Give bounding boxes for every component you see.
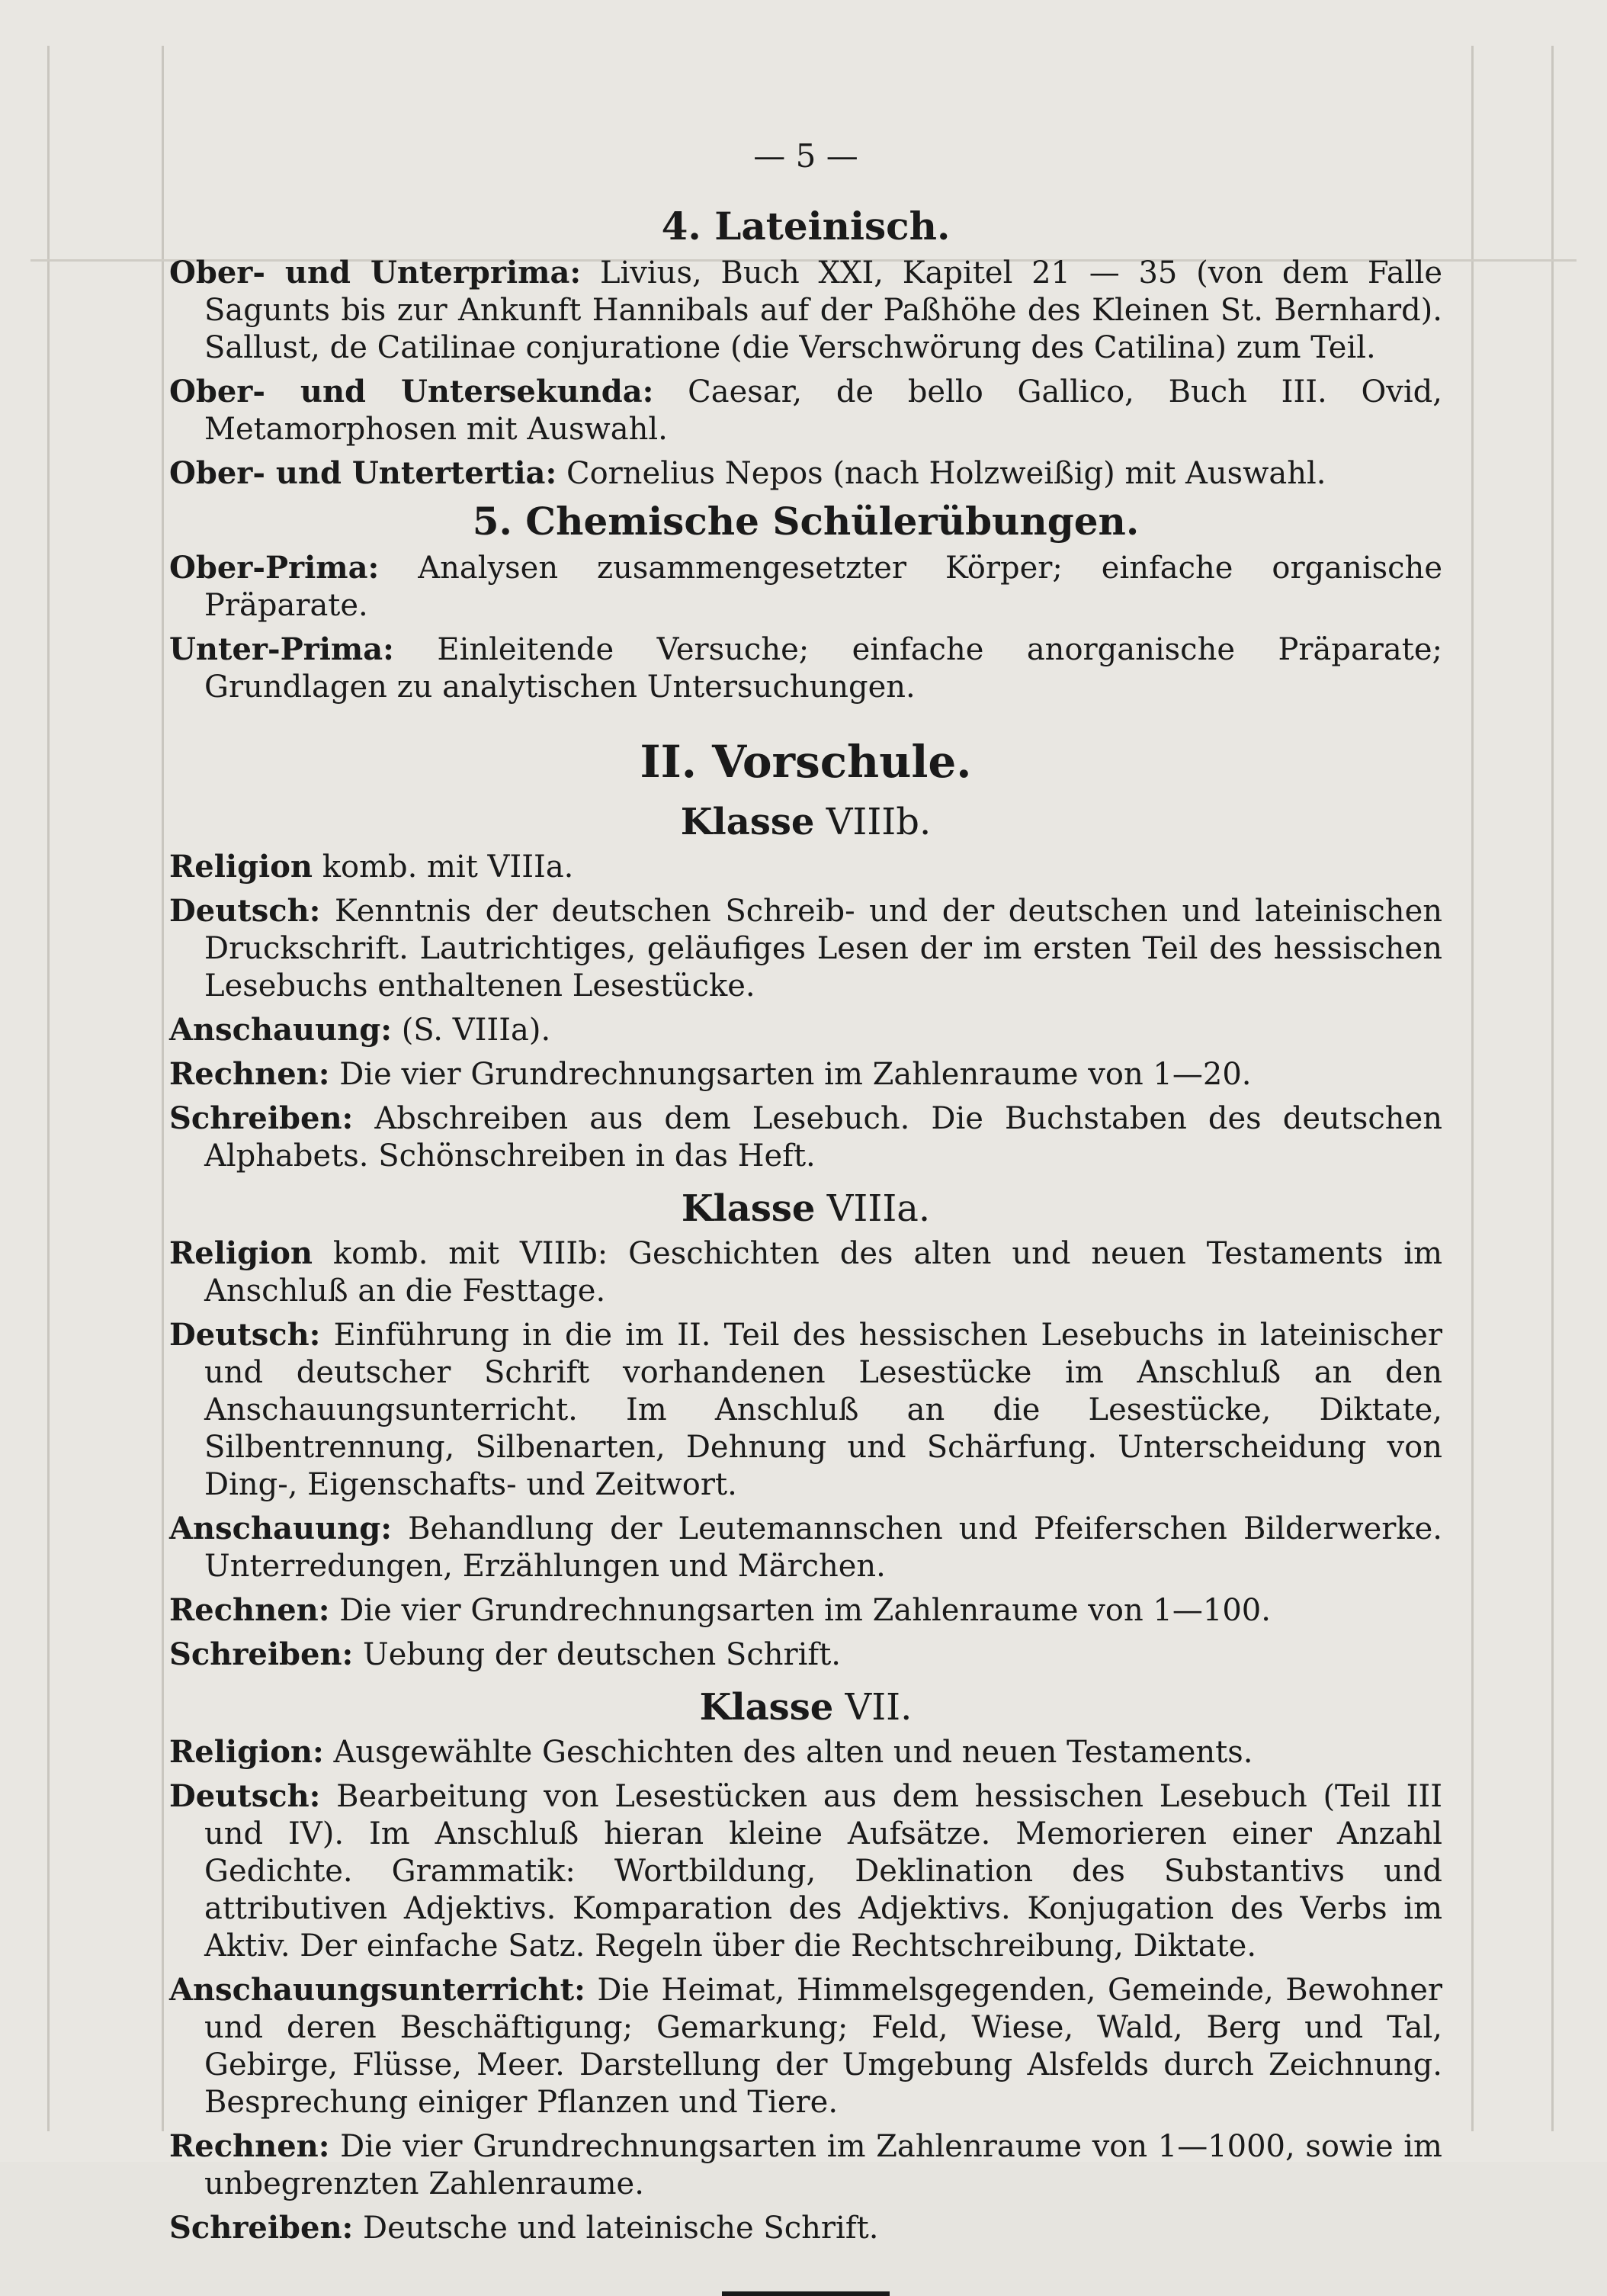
entry-text: Kenntnis der deutschen Schreib- und der deutschen und lateinischen Druckschrift. Lautrichtiges, geläufiges Lesen der im ersten Teil des hessischen Lesebuchs enthaltenen Lesestücke. bbox=[204, 894, 1442, 1003]
klasse-keyword: Klasse bbox=[680, 801, 815, 843]
entry-deutsch bbox=[169, 892, 1442, 1005]
entry-deutsch bbox=[169, 1777, 1442, 1965]
entry-tertia bbox=[169, 454, 1442, 493]
bleed-through-line bbox=[47, 46, 50, 2131]
entry-label: Rechnen: bbox=[169, 2128, 330, 2164]
section-lateinisch bbox=[169, 204, 1442, 493]
klasse-title bbox=[169, 1684, 1442, 1730]
entry-label: Religion bbox=[169, 1235, 313, 1271]
entry-rechnen bbox=[169, 2127, 1442, 2203]
klasse-name: VII. bbox=[845, 1686, 913, 1729]
entry-label: Deutsch: bbox=[169, 1778, 321, 1814]
klasse-title bbox=[169, 1186, 1442, 1231]
bleed-through-line bbox=[162, 46, 164, 2131]
section-chemie bbox=[169, 499, 1442, 706]
entry-ober-prima bbox=[169, 549, 1442, 625]
entry-text: Einführung in die im II. Teil des hessischen Lesebuchs in lateinischer und deutscher Schrift vorhandenen Lesestücke im Anschluß an den Anschauungsunterricht. Im Anschluß an die Lesestücke, Diktate, Silbentrennung, Silbenarten, Dehnung und Schärfung. Unterscheidung von Ding-, Eigenschafts- und Zeitwort. bbox=[204, 1318, 1443, 1502]
entry-label: Rechnen: bbox=[169, 1056, 330, 1092]
entry-label: Ober- und Untertertia: bbox=[169, 455, 557, 491]
klasse-vii bbox=[169, 1684, 1442, 2247]
part-title: II. Vorschule. bbox=[640, 736, 972, 788]
entry-text: Cornelius Nepos (nach Holzweißig) mit Auswahl. bbox=[566, 456, 1326, 491]
entry-text: komb. mit VIIIa. bbox=[322, 849, 574, 885]
entry-schreiben bbox=[169, 2209, 1442, 2247]
entry-text: Livius, Buch XXI, Kapitel 21 — 35 (von dem Falle Sagunts bis zur Ankunft Hannibals auf der Paßhöhe des Kleinen St. Bernhard). Sallust, de Catilinae conjuratione (die Verschwörung des Catilina) zum Teil. bbox=[204, 255, 1442, 365]
entry-label: Ober-Prima: bbox=[169, 550, 380, 586]
entry-schreiben bbox=[169, 1100, 1442, 1175]
entry-label: Ober- und Untersekunda: bbox=[169, 374, 654, 409]
klasse-name: VIIIa. bbox=[826, 1187, 931, 1230]
entry-religion bbox=[169, 848, 1442, 886]
entry-deutsch bbox=[169, 1316, 1442, 1504]
entry-label: Schreiben: bbox=[169, 2210, 354, 2246]
klasse-keyword: Klasse bbox=[681, 1187, 816, 1230]
entry-text: (S. VIIIa). bbox=[401, 1013, 551, 1048]
entry-text: komb. mit VIIIb: Geschichten des alten und neuen Testaments im Anschluß an die Festtage. bbox=[204, 1236, 1443, 1309]
entry-label: Religion: bbox=[169, 1734, 324, 1770]
entry-label: Deutsch: bbox=[169, 893, 321, 929]
part-vorschule bbox=[169, 735, 1442, 2247]
entry-religion bbox=[169, 1733, 1442, 1771]
klasse-viiia bbox=[169, 1186, 1442, 1674]
entry-anschauung bbox=[169, 1011, 1442, 1049]
entry-rechnen bbox=[169, 1591, 1442, 1630]
entry-text: Uebung der deutschen Schrift. bbox=[363, 1637, 842, 1672]
entry-label: Anschauung: bbox=[169, 1012, 392, 1048]
entry-text: Deutsche und lateinische Schrift. bbox=[363, 2211, 879, 2246]
entry-anschauungsunterricht bbox=[169, 1971, 1442, 2121]
entry-sekunda bbox=[169, 373, 1442, 448]
entry-text: Die vier Grundrechnungsarten im Zahlenraume von 1—20. bbox=[339, 1057, 1252, 1092]
entry-text: Die vier Grundrechnungsarten im Zahlenraume von 1—100. bbox=[339, 1593, 1271, 1628]
closing-rule bbox=[722, 2291, 890, 2296]
klasse-name: VIIIb. bbox=[826, 801, 932, 843]
klasse-viiib bbox=[169, 799, 1442, 1175]
entry-rechnen bbox=[169, 1055, 1442, 1093]
entry-text: Einleitende Versuche; einfache anorganische Präparate; Grundlagen zu analytischen Untersuchungen. bbox=[204, 632, 1442, 705]
entry-label: Schreiben: bbox=[169, 1636, 354, 1672]
entry-anschauung bbox=[169, 1510, 1442, 1585]
entry-label: Religion bbox=[169, 849, 313, 885]
entry-religion bbox=[169, 1235, 1442, 1310]
entry-prima bbox=[169, 254, 1442, 367]
entry-label: Rechnen: bbox=[169, 1592, 330, 1628]
page-number: — 5 — bbox=[753, 137, 858, 175]
entry-text: Ausgewählte Geschichten des alten und neuen Testaments. bbox=[333, 1735, 1253, 1770]
bleed-through-line bbox=[1551, 46, 1554, 2131]
page-content bbox=[169, 137, 1442, 2296]
entry-label: Ober- und Unterprima: bbox=[169, 255, 582, 291]
section-title: 4. Lateinisch. bbox=[661, 204, 951, 249]
entry-text: Caesar, de bello Gallico, Buch III. Ovid, Metamorphosen mit Auswahl. bbox=[204, 374, 1443, 447]
entry-text: Bearbeitung von Lesestücken aus dem hessischen Lesebuch (Teil III und IV). Im Anschluß hieran kleine Aufsätze. Memorieren einer Anzahl Gedichte. Grammatik: Wortbildung, Deklination des Substantivs und attributiven Adjektivs. Komparation des Adjektivs. Konjugation des Verbs im Aktiv. Der einfache Satz. Regeln über die Rechtschreibung, Diktate. bbox=[204, 1779, 1442, 1964]
entry-text: Behandlung der Leutemannschen und Pfeiferschen Bilderwerke. Unterredungen, Erzählungen und Märchen. bbox=[204, 1511, 1442, 1584]
entry-label: Schreiben: bbox=[169, 1100, 354, 1136]
entry-text: Analysen zusammengesetzter Körper; einfache organische Präparate. bbox=[204, 551, 1442, 623]
entry-text: Die Heimat, Himmelsgegenden, Gemeinde, Bewohner und deren Beschäftigung; Gemarkung; Feld, Wiese, Wald, Berg und Tal, Gebirge, Flüsse, Meer. Darstellung der Umgebung Alsfelds durch Zeichnung. Besprechung einiger Pflanzen und Tiere. bbox=[204, 1973, 1442, 2120]
bleed-through-line bbox=[1471, 46, 1474, 2131]
entry-text: Abschreiben aus dem Lesebuch. Die Buchstaben des deutschen Alphabets. Schönschreiben in das Heft. bbox=[204, 1101, 1442, 1174]
section-title: 5. Chemische Schülerübungen. bbox=[472, 499, 1140, 544]
entry-label: Unter-Prima: bbox=[169, 631, 394, 667]
entry-label: Anschauung: bbox=[169, 1511, 392, 1546]
entry-text: Die vier Grundrechnungsarten im Zahlenraume von 1—1000, sowie im unbegrenzten Zahlenraume. bbox=[204, 2129, 1442, 2201]
entry-schreiben bbox=[169, 1636, 1442, 1674]
entry-label: Anschauungsunterricht: bbox=[169, 1972, 585, 2008]
klasse-title bbox=[169, 799, 1442, 845]
klasse-keyword: Klasse bbox=[699, 1686, 834, 1729]
entry-unter-prima bbox=[169, 631, 1442, 706]
entry-label: Deutsch: bbox=[169, 1317, 321, 1353]
